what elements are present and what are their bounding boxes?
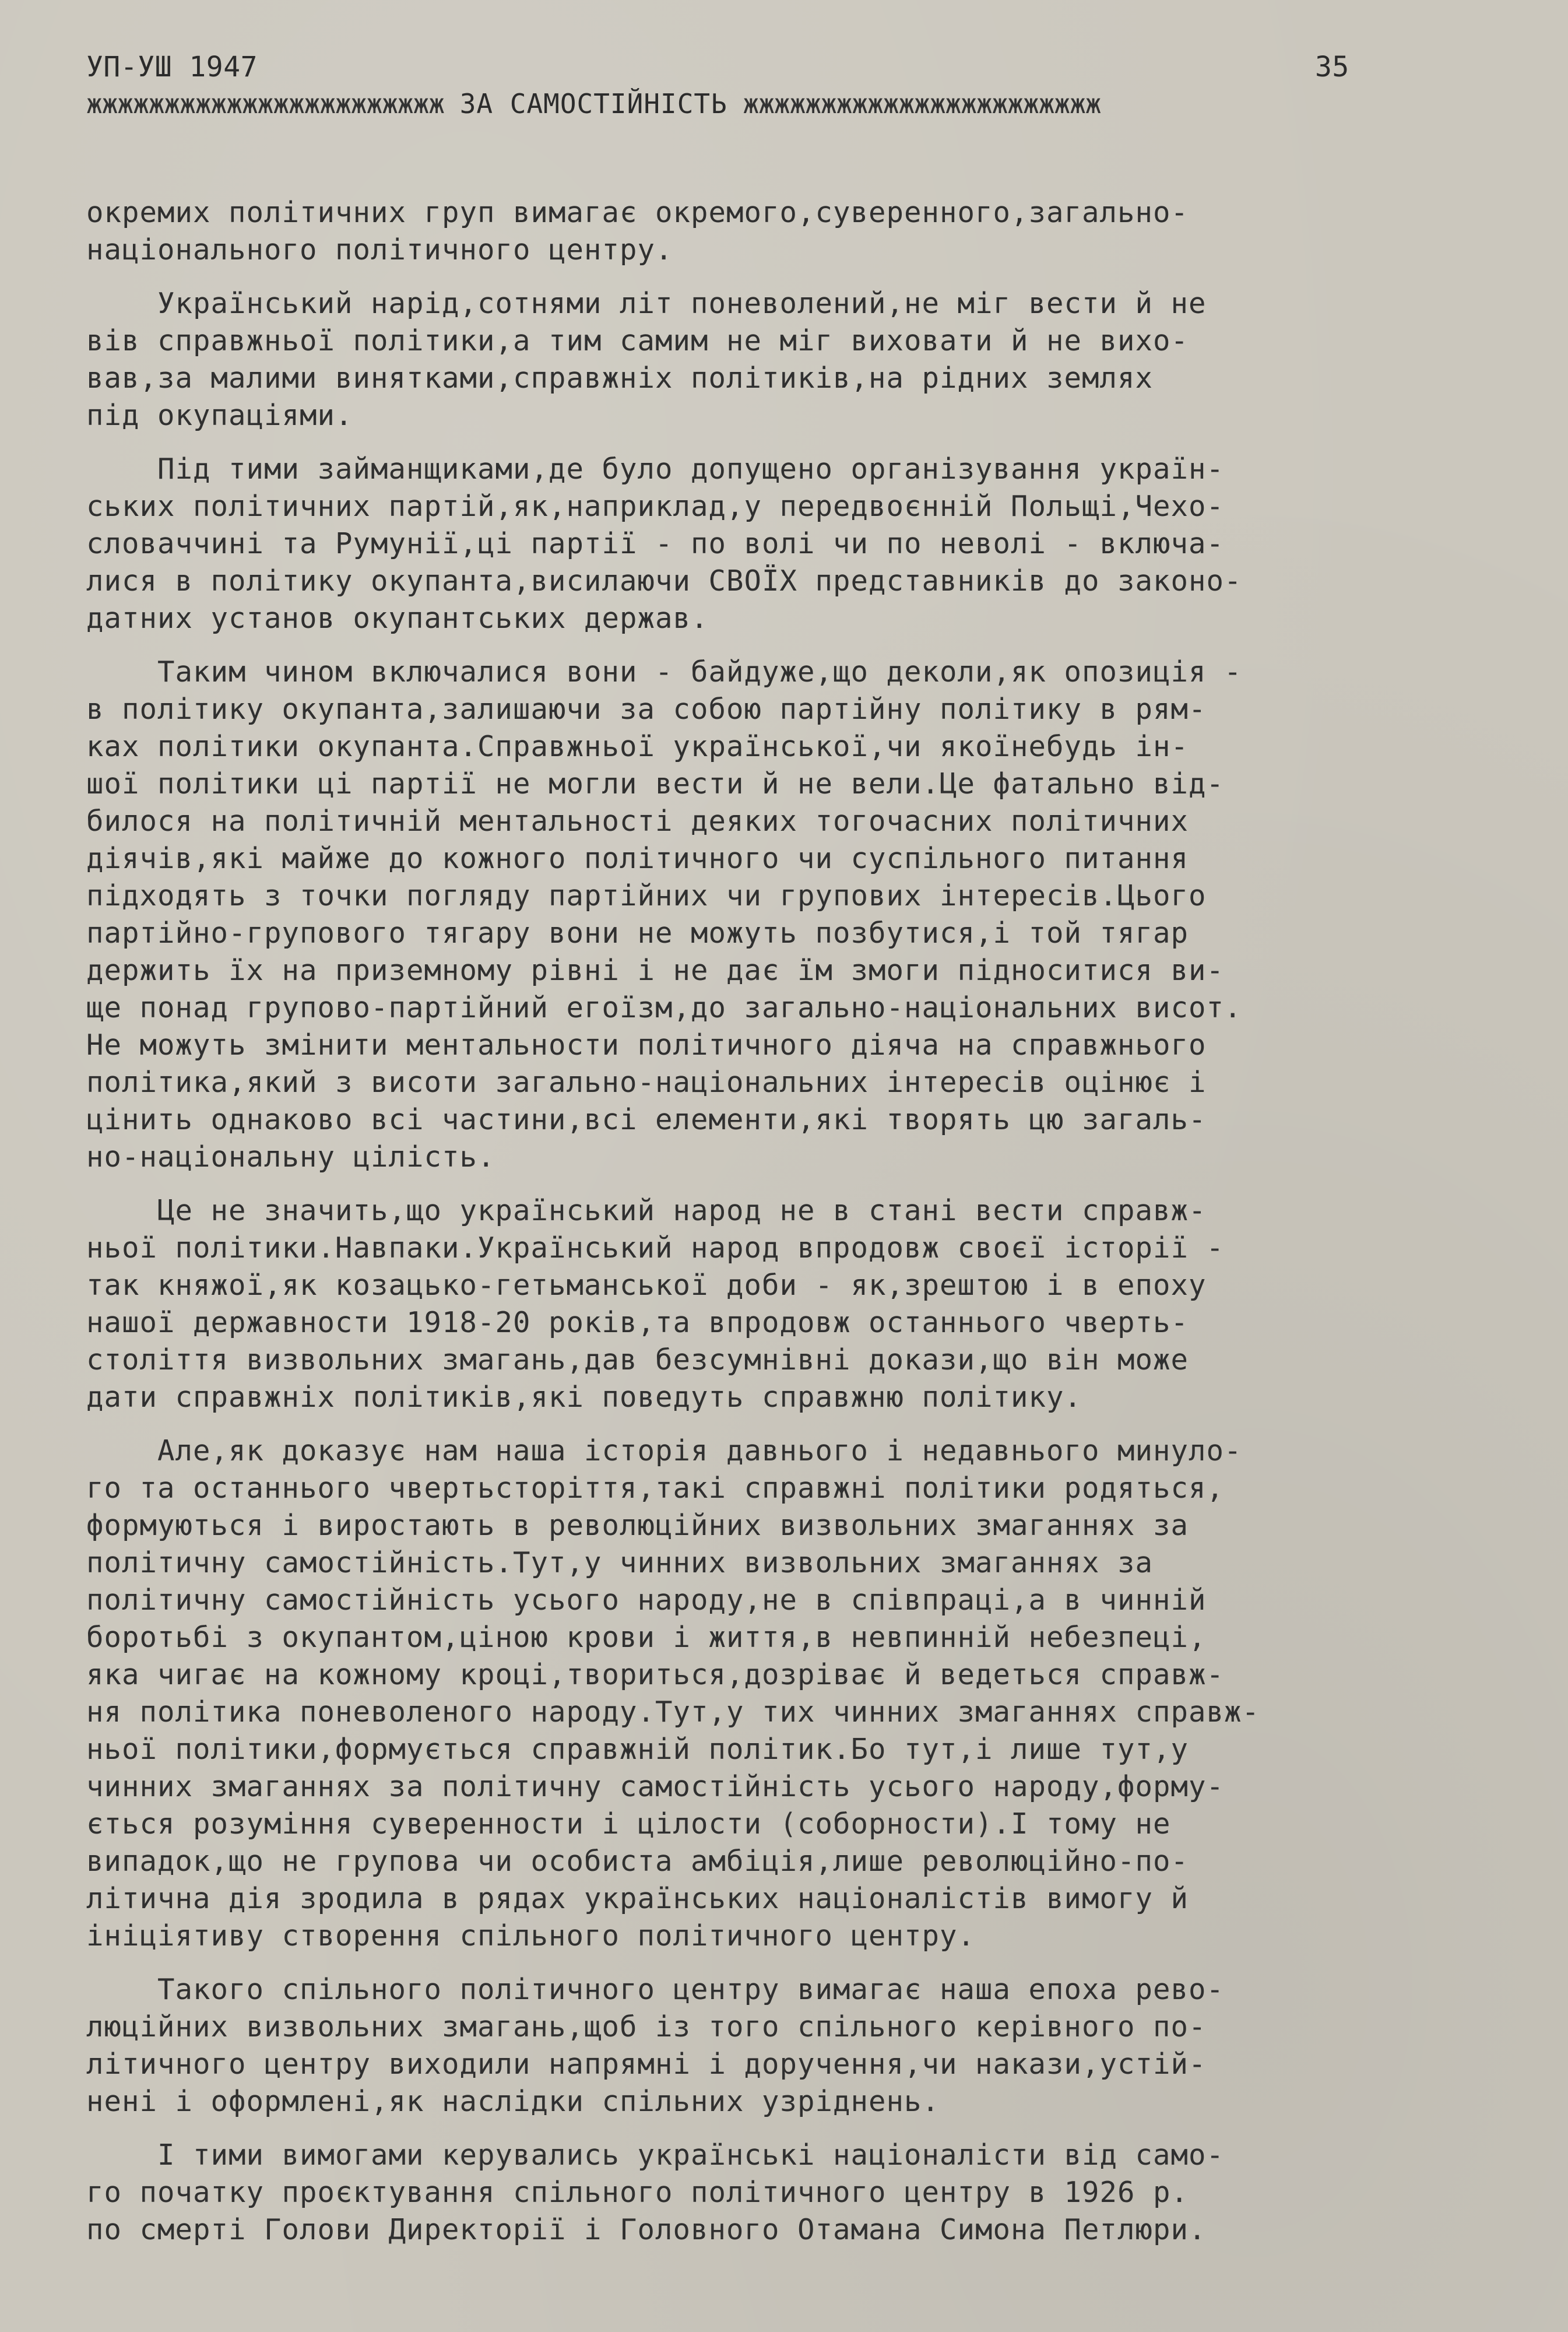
issue-date: УП-УШ 1947	[86, 51, 258, 83]
paragraph-1: окремих політичних груп вимагає окремого,суверенного,загально- національного політичного центру.	[86, 196, 1189, 266]
paragraph-4: Таким чином включалися вони - байдуже,що деколи,як опозиція - в політику окупанта,залишаючи за собою партійну політику в рям- ках політики окупанта.Справжньої української,чи якоїнебудь ін- шої політики ці партії не могли вести й не вели.Це фатально від- билося на політичній ментальності деяких тогочасних політичних діячів,які майже до кожного політичного чи суспільного питання підходять з точки погляду партійних чи групових інтересів.Цього партійно-групового тягару вони не можуть позбутися,і той тягар держить їх на приземному рівні і не дає їм змоги підноситися ви- ще понад групово-партійний егоїзм,до загально-національних висот. Не можуть змінити ментальности політичного діяча на справжнього політика,який з висоти загально-національних інтересів оцінює і цінить однаково всі частини,всі елементи,які творять цю загаль- но-національну цілість.	[86, 655, 1242, 1174]
paragraph-6: Але,як доказує нам наша історія давнього і недавнього минуло- го та останнього чвертьсторіття,такі справжні політики родяться, формуються і виростають в революційних визвольних змаганнях за політичну самостійність.Тут,у чинних визвольних змаганнях за політичну самостійність усього народу,не в співпраці,а в чинній боротьбі з окупантом,ціною крови і життя,в невпинній небезпеці, яка чигає на кожному кроці,твориться,дозріває й ведеться справж- ня політика поневоленого народу.Тут,у тих чинних змаганнях справж- ньої політики,формується справжній політик.Бо тут,і лише тут,у чинних змаганнях за політичну самостійність усього народу,форму- ється розуміння суверенности і цілости (соборности).І тому не випадок,що не групова чи особиста амбіція,лише революційно-по- літична дія зродила в рядах українських націоналістів вимогу й ініціятиву створення спільного політичного центру.	[86, 1434, 1260, 1952]
paragraph-8: І тими вимогами керувались українські націоналісти від само- го початку проєктування спільного політичного центру в 1926 р. по смерті Голови Директорії і Головного Отамана Симона Петлюри.	[86, 2138, 1225, 2246]
paragraph-3: Під тими займанщиками,де було допущено організування україн- ських політичних партій,як,наприклад,у передвоєнній Польщі,Чехо- словаччині та Румунії,ці партії - по волі чи по неволі - включа- лися в політику окупанта,висилаючи СВОЇХ представників до законо- датних установ окупантських держав.	[86, 452, 1242, 635]
paragraph-7: Такого спільного політичного центру вимагає наша епоха рево- люційних визвольних змагань,щоб із того спільного керівного по- літичного центру виходили напрямні і доручення,чи накази,устій- нені і оформлені,як наслідки спільних узріднень.	[86, 1973, 1225, 2118]
paragraph-2: Український нарід,сотнями літ поневолений,не міг вести й не вів справжньої політики,а тим самим не міг виховати й не вихо- вав,за малими винятками,справжніх політиків,на рідних землях під окупаціями.	[86, 287, 1207, 432]
document-body	[86, 194, 1486, 2249]
paragraph-5: Це не значить,що український народ не в стані вести справж- ньої політики.Навпаки.Український народ впродовж своєї історії - так княжої,як козацько-гетьманської доби - як,зрештою і в епоху нашої державности 1918-20 років,та впродовж останнього чверть- століття визвольних змагань,дав безсумнівні докази,що він може дати справжніх політиків,які поведуть справжню політику.	[86, 1194, 1225, 1414]
title-rule-left: жжжжжжжжжжжжжжжжжжжжжжж	[86, 88, 444, 120]
title-rule	[86, 86, 1486, 122]
journal-title: ЗА САМОСТІЙНІСТЬ	[459, 88, 727, 120]
title-rule-right: жжжжжжжжжжжжжжжжжжжжжжж	[743, 88, 1101, 120]
page-header	[86, 50, 1486, 85]
page-number: 35	[1315, 51, 1349, 83]
